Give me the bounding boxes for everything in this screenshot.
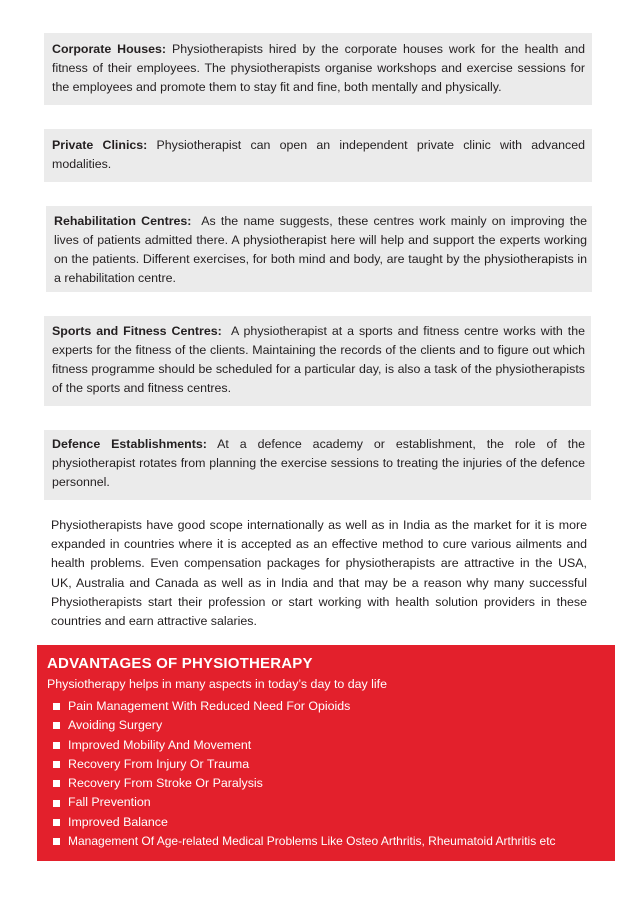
section-text: As the name suggests, these centres work mainly on improving the lives of patients admitted there. A physiotherapist here will help and support the experts working on the patients. Different exercises, for both mind and body, are taught by the physiotherapists in a rehabilitation centre.	[54, 214, 591, 285]
square-bullet-icon	[53, 800, 60, 807]
list-item-label: Improved Mobility And Movement	[68, 737, 252, 752]
list-item	[47, 697, 615, 716]
advantages-title: ADVANTAGES OF PHYSIOTHERAPY	[47, 655, 313, 672]
section-text: Physiotherapist can open an independent private clinic with advanced modalities.	[52, 138, 585, 171]
advantages-panel	[37, 645, 615, 861]
section-heading: Private Clinics:	[52, 138, 148, 152]
section-sports-fitness-centres	[44, 316, 591, 406]
section-heading: Defence Establishments:	[52, 437, 207, 451]
list-item-label: Fall Prevention	[68, 795, 151, 810]
section-heading: Rehabilitation Centres:	[54, 214, 192, 228]
section-heading: Corporate Houses:	[52, 42, 167, 56]
list-item-label: Recovery From Injury Or Trauma	[68, 756, 250, 771]
square-bullet-icon	[53, 819, 60, 826]
list-item-label: Avoiding Surgery	[68, 718, 163, 733]
list-item	[47, 832, 615, 851]
section-text: At a defence academy or establishment, the role of the physiotherapist rotates from planning the exercise sessions to treating the injuries of the defence personnel.	[52, 437, 586, 489]
square-bullet-icon	[53, 722, 60, 729]
square-bullet-icon	[53, 761, 60, 768]
list-item	[47, 774, 615, 793]
square-bullet-icon	[53, 780, 60, 787]
square-bullet-icon	[53, 838, 60, 845]
scope-paragraph: Physiotherapists have good scope internationally as well as in India as the market for it is more expanded in countries where it is accepted as an effective method to cure various ailments and health problems. Even compensation packages for physiotherapists are attractive in the USA, UK, Australia and Canada as well as in India and that may be a reason why many successful Physiotherapists start their profession or start working with health solution providers in these countries and earn attractive salaries.	[51, 518, 587, 629]
section-text: A physiotherapist at a sports and fitness centre works with the experts for the fitness of the clients. Maintaining the records of the clients and to figure out which fitness programme should be scheduled for a particular day, is also a task of the physiotherapists of the sports and fitness centres.	[52, 324, 589, 395]
list-item-label: Pain Management With Reduced Need For Opioids	[68, 699, 351, 713]
section-defence-establishments	[44, 430, 591, 500]
list-item	[47, 716, 615, 735]
list-item	[47, 736, 615, 755]
advantages-list	[47, 697, 615, 851]
list-item	[47, 813, 615, 832]
section-text: Physiotherapists hired by the corporate houses work for the health and fitness of their employees. The physiotherapists organise workshops and exercise sessions for the employees and promote them to stay fit and fine, both mentally and physically.	[52, 42, 585, 94]
section-heading: Sports and Fitness Centres:	[52, 324, 222, 338]
list-item	[47, 755, 615, 774]
list-item	[47, 793, 615, 812]
square-bullet-icon	[53, 703, 60, 710]
section-corporate-houses	[44, 33, 592, 105]
square-bullet-icon	[53, 742, 60, 749]
section-rehabilitation-centres	[46, 206, 592, 292]
advantages-subtitle: Physiotherapy helps in many aspects in today’s day to day life	[47, 677, 388, 691]
list-item-label: Management Of Age-related Medical Problems Like Osteo Arthritis, Rheumatoid Arthritis etc	[68, 834, 556, 849]
list-item-label: Recovery From Stroke Or Paralysis	[68, 776, 263, 791]
list-item-label: Improved Balance	[68, 814, 168, 829]
section-private-clinics	[44, 129, 592, 182]
